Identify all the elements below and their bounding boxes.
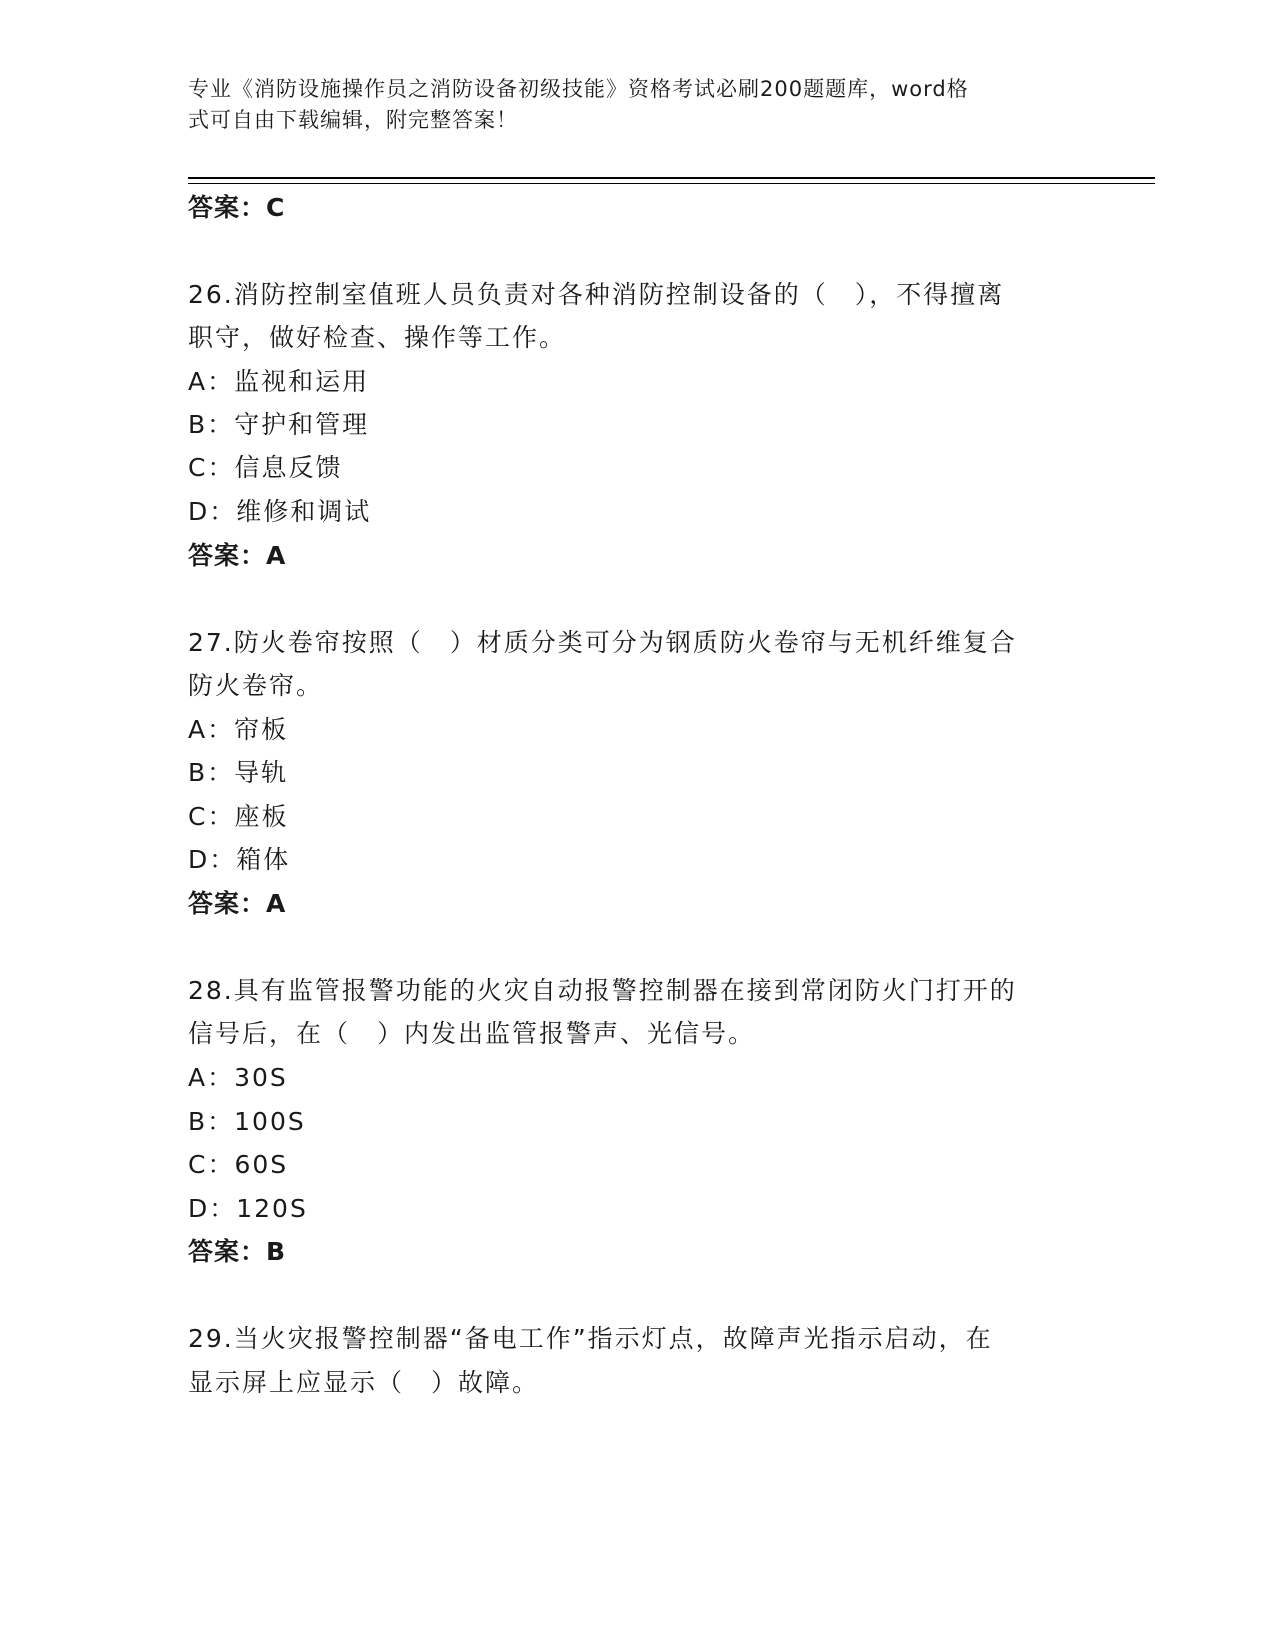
header-line-2: 式可自由下载编辑，附完整答案！ [188,108,518,132]
question-26-option-a: A：监视和运用 [188,367,370,396]
question-26-answer: 答案：A [188,541,287,570]
question-27-option-c: C：座板 [188,802,289,831]
question-26-option-d: D：维修和调试 [188,497,372,526]
header-divider-thick [188,177,1155,179]
answer-prev: 答案：C [188,193,286,222]
question-26-option-b: B：守护和管理 [188,410,370,439]
header-divider-thin [188,183,1155,184]
question-26-stem-line-2: 职守，做好检查、操作等工作。 [188,323,567,352]
question-27-option-a: A：帘板 [188,715,289,744]
question-27-option-b: B：导轨 [188,758,289,787]
question-26-stem-line-1: 26.消防控制室值班人员负责对各种消防控制设备的（ ），不得擅离 [188,280,1005,309]
question-28-option-d: D：120S [188,1194,308,1223]
question-28-answer: 答案：B [188,1237,287,1266]
question-27-stem-line-2: 防火卷帘。 [188,671,324,700]
question-29-stem-line-2: 显示屏上应显示（ ）故障。 [188,1368,540,1397]
question-26-option-c: C：信息反馈 [188,453,343,482]
question-28-option-a: A：30S [188,1063,288,1092]
header-line-1: 专业《消防设施操作员之消防设备初级技能》资格考试必刷200题题库，word格 [188,77,969,101]
page-header [188,74,1068,136]
question-27-stem-line-1: 27.防火卷帘按照（ ）材质分类可分为钢质防火卷帘与无机纤维复合 [188,628,1017,657]
question-27-option-d: D：箱体 [188,845,291,874]
question-28-option-b: B：100S [188,1107,306,1136]
question-27-answer: 答案：A [188,889,287,918]
question-28-option-c: C：60S [188,1150,289,1179]
question-28-stem-line-2: 信号后，在（ ）内发出监管报警声、光信号。 [188,1019,756,1048]
question-28-stem-line-1: 28.具有监管报警功能的火灾自动报警控制器在接到常闭防火门打开的 [188,976,1017,1005]
question-29-stem-line-1: 29.当火灾报警控制器“备电工作”指示灯点，故障声光指示启动，在 [188,1324,993,1353]
